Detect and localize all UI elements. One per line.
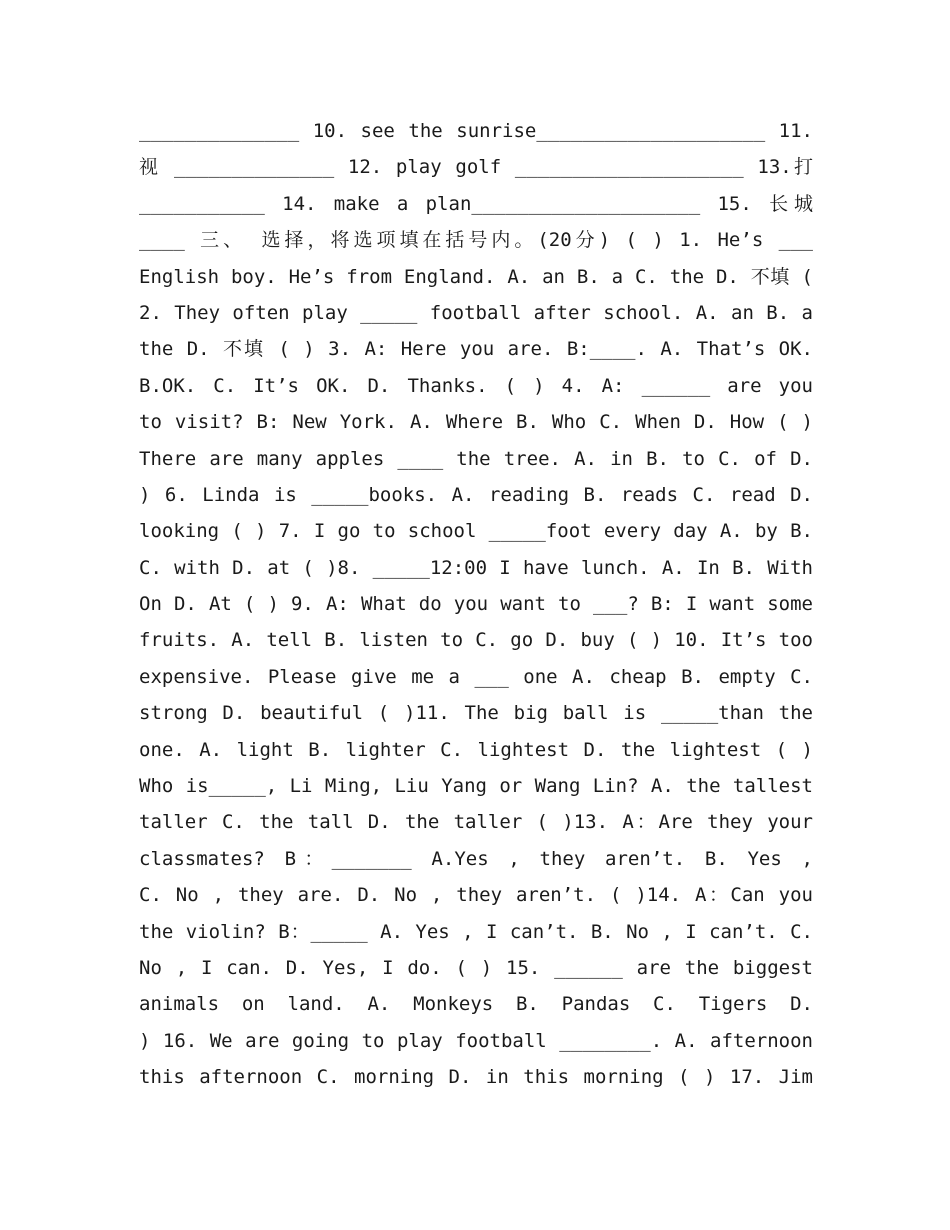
text-line: Who is_____, Li Ming, Liu Yang or Wang Lin? A. the tallest <box>139 775 813 798</box>
text-line: ___________ 14. make a plan____________________ 15. 长城 <box>139 192 813 215</box>
text-line: the violin? B：_____ A. Yes , I can’t. B. No , I can’t. C. <box>139 920 813 943</box>
text-line: C. No , they are. D. No , they aren’t. ( )14. A：Can you <box>139 884 813 907</box>
text-line: classmates? B：_______ A.Yes , they aren’t. B. Yes , <box>139 847 813 870</box>
text-line: ______________ 10. see the sunrise____________________ 11. <box>139 120 813 142</box>
text-line: taller C. the tall D. the taller ( )13. A：Are they your <box>139 811 813 834</box>
text-line: animals on land. A. Monkeys B. Pandas C. Tigers D. <box>139 993 813 1016</box>
text-line: to visit? B: New York. A. Where B. Who C. When D. How ( ) <box>139 411 813 434</box>
text-line: C. with D. at ( )8. _____12:00 I have lunch. A. In B. With <box>139 556 813 579</box>
text-line: ) 6. Linda is _____books. A. reading B. reads C. read D. <box>139 483 813 506</box>
text-line: ____ 三、 选择，将选项填在括号内。(20分) ( ) 1. He’s ___ <box>139 229 813 252</box>
text-line: fruits. A. tell B. listen to C. go D. buy ( ) 10. It’s too <box>139 629 813 652</box>
text-line: ) 16. We are going to play football ________. A. afternoon <box>139 1029 813 1052</box>
text-line: B.OK. C. It’s OK. D. Thanks. ( ) 4. A: ______ are you <box>139 374 813 397</box>
text-line: English boy. He’s from England. A. an B. a C. the D. 不填 ( <box>139 265 813 288</box>
text-line: There are many apples ____ the tree. A. in B. to C. of D. <box>139 447 813 470</box>
text-line: 视 ______________ 12. play golf ____________________ 13.打 <box>139 156 813 179</box>
text-line: On D. At ( ) 9. A: What do you want to ___? B: I want some <box>139 593 813 616</box>
text-line: No , I can. D. Yes, I do. ( ) 15. ______ are the biggest <box>139 956 813 979</box>
text-line: this afternoon C. morning D. in this morning ( ) 17. Jim <box>139 1066 813 1089</box>
text-line: looking ( ) 7. I go to school _____foot every day A. by B. <box>139 520 813 543</box>
text-line: 2. They often play _____ football after school. A. an B. a <box>139 301 813 324</box>
text-line: the D. 不填 ( ) 3. A: Here you are. B:____. A. That’s OK. <box>139 338 813 361</box>
text-line: one. A. light B. lighter C. lightest D. the lightest ( ) <box>139 738 813 761</box>
text-line: strong D. beautiful ( )11. The big ball is _____than the <box>139 702 813 725</box>
text-line: expensive. Please give me a ___ one A. cheap B. empty C. <box>139 665 813 688</box>
worksheet-text <box>139 113 813 1096</box>
